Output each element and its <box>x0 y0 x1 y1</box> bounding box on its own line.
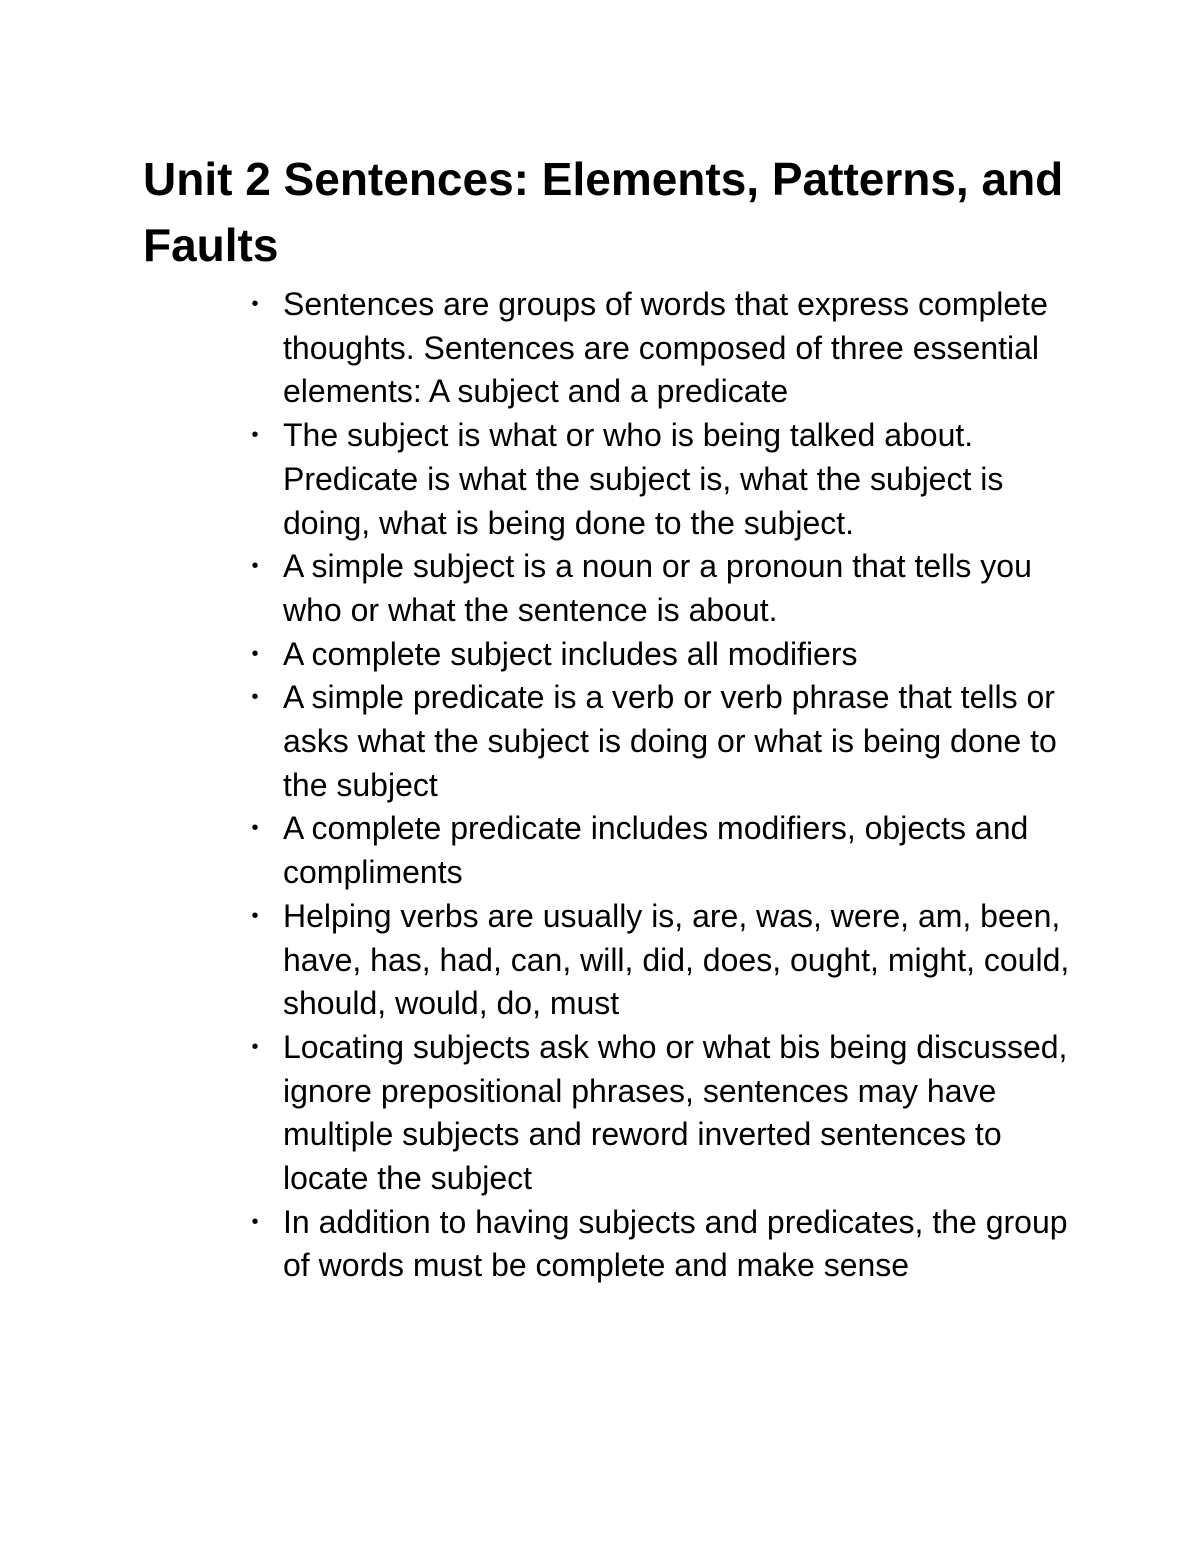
list-item-text: A complete subject includes all modifiers <box>283 635 858 672</box>
list-item <box>251 676 1073 807</box>
bullet-icon: • <box>251 904 259 927</box>
list-item-text: A simple subject is a noun or a pronoun that tells you who or what the sentence is about. <box>283 548 1032 628</box>
bullet-icon: • <box>251 424 259 447</box>
list-item-text: Locating subjects ask who or what bis being discussed, ignore prepositional phrases, sentences may have multiple subjects and reword inverted sentences to locate the subject <box>283 1028 1068 1197</box>
bullet-icon: • <box>251 293 259 315</box>
bullet-icon: • <box>251 555 259 578</box>
bullet-icon: • <box>251 686 259 709</box>
bullet-icon: • <box>251 642 259 665</box>
list-item <box>251 283 1073 414</box>
list-item <box>251 895 1073 1026</box>
bullet-icon: • <box>251 1035 259 1058</box>
page-title: Unit 2 Sentences: Elements, Patterns, and Faults <box>143 153 1064 271</box>
list-item-text: In addition to having subjects and predicates, the group of words must be complete and make sense <box>283 1203 1068 1284</box>
list-item-text: A simple predicate is a verb or verb phrase that tells or asks what the subject is doing or what is being done to the subject <box>283 679 1057 803</box>
list-item <box>251 807 1073 894</box>
list-item <box>251 1201 1073 1288</box>
bullet-list <box>251 283 1073 1288</box>
bullet-icon: • <box>251 1210 259 1233</box>
list-item <box>251 1026 1073 1201</box>
list-item-text: Helping verbs are usually is, are, was, were, am, been, have, has, had, can, will, did, does, ought, might, could, should, would, do, must <box>283 897 1070 1022</box>
list-item-text: Sentences are groups of words that express complete thoughts. Sentences are composed of three essential elements: A subject and a predicate <box>283 286 1048 410</box>
list-item-text: A complete predicate includes modifiers, objects and compliments <box>283 810 1029 891</box>
list-item <box>251 633 1073 677</box>
bullet-icon: • <box>251 817 259 840</box>
list-item-text: The subject is what or who is being talked about. Predicate is what the subject is, what the subject is doing, what is being done to the subject. <box>283 417 1004 541</box>
list-item <box>251 545 1073 632</box>
list-item <box>251 414 1073 545</box>
